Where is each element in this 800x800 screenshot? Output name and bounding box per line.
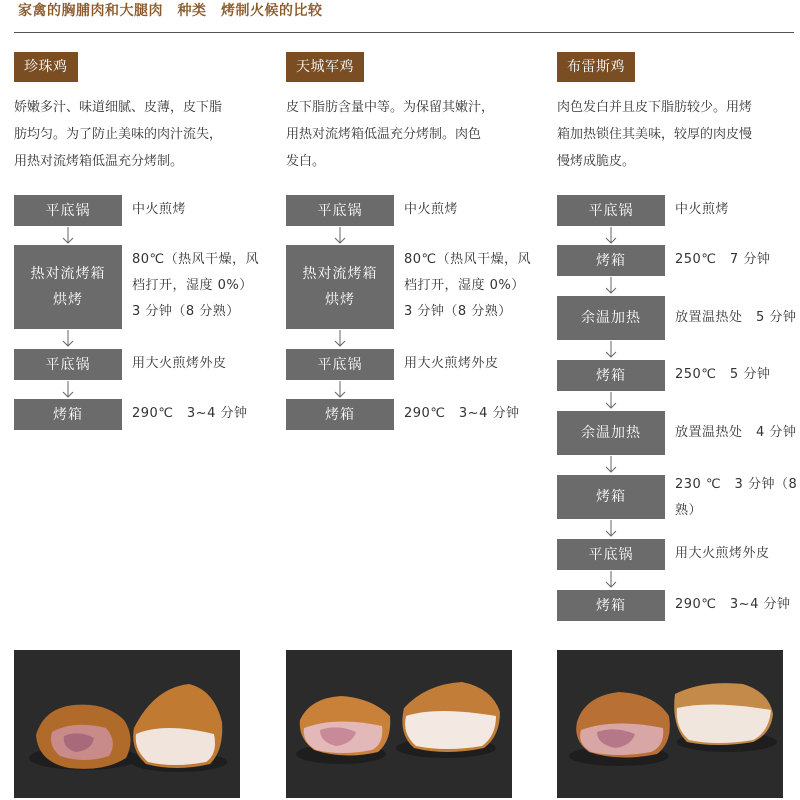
step-box: 平底锅 xyxy=(14,195,122,226)
step-box: 烤箱 xyxy=(557,245,665,276)
down-arrow-icon xyxy=(286,226,394,246)
step-note: 290℃ 3~4 分钟 xyxy=(132,406,248,421)
down-arrow-icon xyxy=(557,391,665,411)
description-line: 皮下脂肪含量中等。为保留其嫩汁， xyxy=(286,100,495,115)
step-box: 平底锅 xyxy=(557,195,665,226)
step-note: 80℃（热风干燥，风 档打开，湿度 0%） 3 分钟（8 分熟） xyxy=(404,252,532,319)
step-note: 290℃ 3~4 分钟 xyxy=(675,597,791,612)
column-guinea-fowl xyxy=(14,52,260,423)
roasted-meat-photo xyxy=(14,650,240,798)
step-box: 平底锅 xyxy=(14,349,122,380)
step-box: 平底锅 xyxy=(557,539,665,570)
step-box: 烤箱 xyxy=(14,399,122,430)
down-arrow-icon xyxy=(14,226,122,246)
step-box: 热对流烤箱 烘烤 xyxy=(286,245,394,329)
roasted-meat-photo xyxy=(557,650,783,798)
page-header xyxy=(14,0,794,33)
step-note: 中火煎烤 xyxy=(132,202,187,217)
down-arrow-icon xyxy=(286,380,394,400)
description-line: 箱加热锁住其美味，较厚的肉皮慢 xyxy=(557,127,753,142)
down-arrow-icon xyxy=(14,380,122,400)
column-bresse-chicken xyxy=(557,52,798,614)
step-note: 用大火煎烤外皮 xyxy=(675,546,770,561)
description-line: 肪均匀。为了防止美味的肉汁流失， xyxy=(14,127,223,142)
down-arrow-icon xyxy=(557,276,665,296)
step-note: 用大火煎烤外皮 xyxy=(132,356,227,371)
step-box: 热对流烤箱 烘烤 xyxy=(14,245,122,329)
header-subtitle: 种类 xyxy=(177,3,207,19)
description-line: 娇嫩多汁、味道细腻、皮薄，皮下脂 xyxy=(14,100,223,115)
down-arrow-icon xyxy=(557,340,665,360)
step-note: 中火煎烤 xyxy=(675,202,730,217)
breed-description xyxy=(14,94,222,175)
header-title: 家禽的胸脯肉和大腿肉 xyxy=(18,3,163,19)
description-line: 发白。 xyxy=(286,154,326,169)
step-note: 中火煎烤 xyxy=(404,202,459,217)
step-note: 放置温热处 4 分钟 xyxy=(675,425,797,440)
down-arrow-icon xyxy=(286,329,394,349)
description-line: 用热对流烤箱低温充分烤制。 xyxy=(14,154,184,169)
description-line: 用热对流烤箱低温充分烤制。肉色 xyxy=(286,127,482,142)
step-box: 烤箱 xyxy=(286,399,394,430)
down-arrow-icon xyxy=(557,570,665,590)
down-arrow-icon xyxy=(557,226,665,246)
step-note: 放置温热处 5 分钟 xyxy=(675,310,797,325)
step-box: 平底锅 xyxy=(286,349,394,380)
step-note: 250℃ 7 分钟 xyxy=(675,252,771,267)
breed-description xyxy=(557,94,752,175)
down-arrow-icon xyxy=(557,455,665,475)
down-arrow-icon xyxy=(557,519,665,539)
description-line: 慢烤成脆皮。 xyxy=(557,154,636,169)
header-text xyxy=(18,0,323,20)
step-box: 平底锅 xyxy=(286,195,394,226)
breed-tag: 天城军鸡 xyxy=(286,52,364,82)
step-note: 290℃ 3~4 分钟 xyxy=(404,406,520,421)
step-note: 80℃（热风干燥，风 档打开，湿度 0%） 3 分钟（8 分熟） xyxy=(132,252,260,319)
down-arrow-icon xyxy=(14,329,122,349)
breed-tag: 布雷斯鸡 xyxy=(557,52,635,82)
roasted-meat-photo xyxy=(286,650,512,798)
step-note: 230 ℃ 3 分钟（8 熟） xyxy=(675,477,798,518)
step-box: 余温加热 xyxy=(557,411,665,455)
step-note: 用大火煎烤外皮 xyxy=(404,356,499,371)
header-subject: 烤制火候的比较 xyxy=(221,3,323,19)
step-box: 烤箱 xyxy=(557,360,665,391)
breed-description xyxy=(286,94,494,175)
breed-tag: 珍珠鸡 xyxy=(14,52,78,82)
column-amagi-shamo xyxy=(286,52,532,423)
description-line: 肉色发白并且皮下脂肪较少。用烤 xyxy=(557,100,753,115)
step-note: 250℃ 5 分钟 xyxy=(675,367,771,382)
step-box: 烤箱 xyxy=(557,590,665,621)
step-box: 余温加热 xyxy=(557,296,665,340)
step-box: 烤箱 xyxy=(557,475,665,519)
